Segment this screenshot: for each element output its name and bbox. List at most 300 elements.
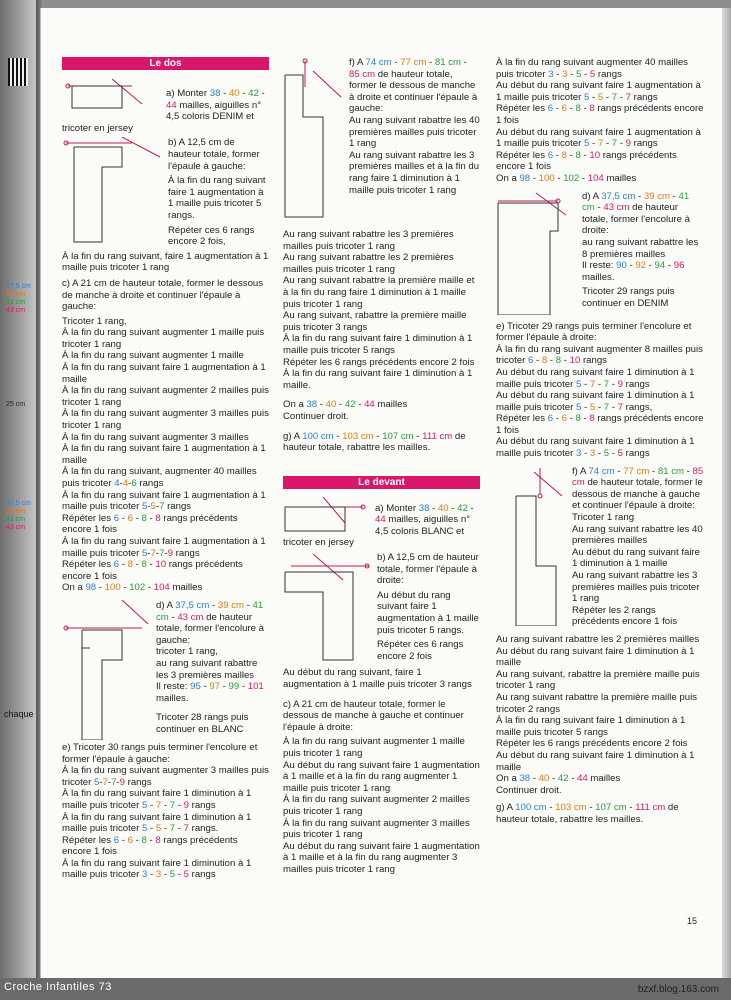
pattern-text: 94 [654,260,666,272]
pattern-text: 7 [159,547,165,559]
pattern-text: 10 [155,559,167,571]
pattern-text: 74 cm [365,57,392,68]
pattern-text: 3 [548,68,554,80]
pattern-text: Au début du rang suivant faire 1 augmentation à 1 maille et à la fin du rang augmenter 3 mailles puis tricoter 1 rang [283,840,480,875]
pattern-text: 8 [575,413,581,425]
pattern-text: À la fin du rang suivant faire 1 diminution à 1 maille puis tricoter 3 - 3 - 5 - 5 rangs [62,857,252,881]
pattern-text: À la fin du rang suivant faire 1 diminution à 1 maille puis tricoter [62,811,252,835]
pattern-text: Au début du rang suivant faire 1 augmentation à 1 maille puis tricoter 5 rangs. [377,589,479,636]
pattern-text: 7 [150,547,156,559]
section-header-le-dos: Le dos [62,57,269,70]
pattern-text: 81 cm [434,57,462,68]
pattern-text: e) Tricoter 29 rangs puis terminer l'encolure et former l'épaule à droite: [496,320,692,344]
pattern-text: On a 98 - 100 - 102 - 104 mailles [496,172,637,184]
pattern-text: 5 [597,91,604,103]
pattern-text: 5 [589,401,596,413]
pattern-text: Répéter les [496,103,548,115]
pattern-text: rangs précédents encore 1 fois [496,103,704,126]
pattern-text: 6 [127,512,133,524]
pattern-text: Au rang suivant rabattre les 3 premières mailles puis tricoter 1 rang [572,570,700,605]
pattern-text: Répéter ces 6 rangs encore 2 fois, [168,224,255,248]
diagram-b2 [283,552,371,662]
pattern-text: Tricoter 1 rang, [62,315,127,327]
pattern-text: 6 [113,834,120,846]
pattern-text: rangs [622,448,650,460]
pattern-text: Répéter les 2 rangs précédents encore 1 fois [572,604,678,628]
pattern-text: Répéter les [62,559,114,571]
pattern-text: On a 38 - 40 - 42 - 44 mailles [496,773,621,785]
pattern-text: 100 cm [515,802,547,814]
pattern-text: Au rang suivant rabattre les 3 premières mailles puis tricoter 1 rang [283,229,454,252]
pattern-text: Au début du rang suivant faire 1 augmentation à 1 maille puis tricoter [496,126,701,150]
pattern-text: Il reste: 95 - 97 - 99 - 101 mailles. [156,681,264,704]
pattern-text: au rang suivant rabattre les 3 premières mailles [156,657,258,681]
pattern-text: - [258,88,265,99]
pattern-text: 9 [625,138,631,150]
pattern-text: 100 [104,582,121,594]
pattern-text: mailles, aiguilles n° 4,5 coloris BLANC et tricoter en jersey [283,514,471,549]
pattern-text: c) A 21 cm de hauteur totale, former le dessous de manche à droite et continuer l'épaule à gauche: [62,277,264,313]
pattern-text: À la fin du rang suivant faire 1 diminution à 1 maille puis tricoter 5 rangs [496,715,686,738]
pattern-text: g) A 100 cm - 103 cm - 107 cm - 111 cm de hauteur totale, rabattre les mailles. [496,802,679,825]
pattern-text: 40 [325,399,337,411]
pattern-text: Au rang suivant rabattre les 3 premières mailles et à la fin du rang faire 1 diminution à 1 maille puis tricoter 1 rang [349,149,480,196]
pattern-text: 41 cm [156,599,264,623]
pattern-text: 44 [577,773,588,785]
pattern-text: À la fin du rang suivant augmenter 40 mailles puis tricoter [496,57,688,80]
pattern-text: 7 [597,138,604,150]
pattern-text: mailles [169,582,203,594]
pattern-text: 42 [457,502,468,514]
pattern-text: au rang suivant rabattre les 8 premières mailles [582,236,699,260]
pattern-text: rangs [188,799,216,811]
pattern-text: mailles [374,399,408,411]
pattern-text: On a 98 - 100 - 102 - 104 mailles [62,582,203,594]
pattern-text: 40 [228,88,240,99]
pattern-text: 9 [617,378,623,390]
pattern-text: 6 [113,559,120,571]
column-back [62,57,269,884]
pattern-text: Au début du rang suivant faire 1 diminution à 1 maille puis tricoter [496,390,695,413]
size-label: 37,5 cm [6,283,31,290]
pattern-text: À la fin du rang suivant faire 1 augmentation à 1 maille puis tricoter [62,489,266,513]
pattern-text: À la fin du rang suivant faire 1 augmentation à 1 maille [62,443,266,466]
pattern-text: 92 [635,260,646,272]
pattern-text: rangs précédents encore 1 fois [496,149,677,173]
pattern-text: 5 [576,68,582,80]
pattern-text: Au début du rang suivant, faire 1 augmentation à 1 maille puis tricoter 3 rangs [283,667,472,690]
pattern-text: 37,5 cm [601,190,636,202]
pattern-text: À la fin du rang suivant augmenter 3 mailles [62,431,249,443]
pattern-text: 44 [375,514,386,526]
pattern-text: 8 [575,103,581,115]
pattern-text: Au début du rang suivant faire 1 diminution à 1 maille puis tricoter [496,366,695,390]
pattern-text: À la fin du rang suivant augmenter 8 mailles puis tricoter [496,343,703,367]
pattern-text: 7 [617,401,623,413]
pattern-text: d) A 37,5 cm - 39 cm - 41 cm - 43 cm de hauteur totale, former l'encolure à gauche: [156,599,264,646]
pattern-text: 40 [538,773,550,785]
pattern-text: À la fin du rang suivant augmenter 1 maille [62,350,244,362]
pattern-text: 6 [127,834,133,846]
pattern-text: Répéter ces 6 rangs encore 2 fois [377,639,464,662]
pattern-text: 38 [209,88,221,99]
pattern-text: 99 [228,681,240,693]
pattern-text: 5 [155,823,162,835]
pattern-text: Répéter les [62,834,114,846]
pattern-text: 38 [306,399,318,411]
magazine-title: Croche Infantiles 73 [4,981,112,993]
pattern-text: 5 [150,501,156,513]
pattern-text: 7 [159,501,165,513]
size-label: 41 cm [6,299,26,306]
pattern-text: Il reste: [582,260,617,272]
pattern-text: rangs. [188,823,219,835]
pattern-text: 7 [625,91,631,103]
pattern-text: Au début du rang suivant faire 1 augmentation à 1 maille puis tricoter [496,80,701,103]
pattern-text: À la fin du rang suivant augmenter 3 mailles puis tricoter 1 rang [283,817,470,841]
pattern-text: 6 [113,512,120,524]
pattern-text: 96 [673,260,685,272]
pattern-text: mailles [603,172,637,184]
pattern-text: 5 [583,138,590,150]
pattern-text: À la fin du rang suivant faire 1 diminution à 1 maille. [283,368,473,391]
pattern-text: Répéter les 6 rangs précédents encore 2 fois [496,738,688,750]
pattern-text: On a [496,172,520,184]
pattern-text: 42 [248,88,259,99]
pattern-text: Au rang suivant, rabattre la première maille puis tricoter 3 rangs [283,310,467,333]
pattern-text: a) Monter 38 - 40 - 42 - 44 mailles, aiguilles n° 4,5 coloris BLANC et tricoter en jersey [283,502,474,549]
pattern-text: 5 [141,799,148,811]
pattern-text: On a 38 - 40 - 42 - 44 mailles [283,399,408,411]
sidebar-sizes-top [6,283,31,315]
diagram-f2 [496,466,566,626]
pattern-text: de hauteur totale, former l'encolure à droite: [582,202,690,237]
pattern-text: rangs précédents encore 1 fois [62,512,238,536]
pattern-text: Au rang suivant rabattre les 2 premières mailles puis tricoter 1 rang [283,252,454,275]
size-label: 43 cm [6,307,26,314]
pattern-text: rangs précédents encore 1 fois [496,413,704,436]
pattern-text: À la fin du rang suivant faire 1 diminution à 1 maille puis tricoter 5 rangs [283,333,473,356]
pattern-text: À la fin du rang suivant augmenter 3 mailles puis tricoter 1 rang [62,408,269,432]
pattern-text: Répéter les 6 - 6 - 8 - 8 rangs précédents encore 1 fois [62,512,238,536]
page-number: 15 [687,916,698,926]
pattern-text: mailles, aiguilles n° 4,5 coloris DENIM et tricoter en jersey [62,99,262,134]
pattern-text: rangs [622,378,650,390]
pattern-text: rangs précédents encore 1 fois [62,834,238,858]
pattern-text: rangs [630,138,658,150]
pattern-text: 85 cm [572,465,704,489]
pattern-text: 5 [575,401,582,413]
pattern-text: 10 [589,149,601,161]
pattern-text: Au début du rang suivant faire 1 diminution à 1 maille [496,645,695,669]
sidebar-mid-label: 25 cm [6,401,26,408]
pattern-text: b) A 12,5 cm de hauteur totale, former l'épaule à gauche: [168,137,260,172]
pattern-text: 43 cm [177,611,204,623]
pattern-text: 103 cm [342,430,374,442]
pattern-text: 97 [209,681,220,693]
pattern-text: On a [496,773,520,785]
pattern-text: Au début du rang suivant faire 1 diminution à 1 maille [572,546,701,570]
pattern-text: Tricoter 1 rang [572,512,635,524]
pattern-text: 5 [94,776,100,788]
pattern-text: 7 [589,378,596,390]
pattern-text: 7 [611,138,618,150]
pattern-text: Répéter les 6 - 8 - 8 - 10 rangs précédents encore 1 fois [62,559,243,582]
pattern-text: 10 [569,355,581,367]
pattern-text: 6 [528,355,534,367]
pattern-text: 103 cm [555,802,587,814]
pattern-text: À la fin du rang suivant, augmenter 40 mailles puis tricoter 4-4-6 rangs [62,466,257,489]
pattern-text: 81 cm [657,465,685,477]
pattern-text: 6 [561,103,567,115]
pattern-text: À la fin du rang suivant faire 1 diminution à 1 maille puis tricoter [62,788,252,811]
pattern-text: Répéter les 6 rangs précédents encore 2 fois [283,356,475,368]
pattern-text: 7 [603,401,610,413]
column-middle [283,57,480,876]
pattern-text: 98 [85,582,97,594]
diagram-d [62,600,150,740]
pattern-text: g) A [283,430,303,442]
pattern-text: 6 [547,103,554,115]
pattern-text: Il reste: 90 - 92 - 94 - 96 mailles. [582,260,685,283]
pattern-text: de hauteur totale, rabattre les mailles. [496,802,679,825]
column-right [496,57,704,828]
pattern-text: - [220,88,229,99]
pattern-text: Au rang suivant rabattre la première maille puis tricoter 2 rangs [496,691,698,715]
pattern-text: 44 [364,399,375,411]
pattern-text: f) A [349,57,366,68]
pattern-text: 111 cm [422,430,453,442]
pattern-text: rangs [580,355,607,367]
pattern-text: Tricoter 28 rangs puis continuer en BLANC [156,712,249,735]
pattern-text: 102 [129,582,146,594]
diagram-b [62,137,162,245]
pattern-text: 37,5 cm [175,599,210,611]
pattern-text: 98 [519,172,531,184]
pattern-text: 85 cm [349,68,376,80]
pattern-text: On a [283,399,307,411]
pattern-text: 8 [561,149,567,161]
pattern-text: À la fin du rang suivant augmenter 1 maille puis tricoter 1 rang [283,736,465,759]
pattern-text: 111 cm [635,802,666,814]
pattern-text: Continuer droit. [283,410,349,422]
pattern-text: d) A [582,190,602,202]
pattern-text: À la fin du rang suivant faire 1 augmentation à 1 maille puis tricoter 5 rangs. [168,175,266,221]
pattern-text: 7 [611,91,618,103]
pattern-text: rangs [595,68,622,80]
pattern-text: Au rang suivant rabattre les 40 premières mailles [572,523,703,547]
pattern-text: 5 [183,869,189,881]
pattern-text: On a [62,582,86,594]
pattern-text: Répéter les [62,512,114,524]
pattern-text: de hauteur totale, former le dessous de manche à gauche et continuer l'épaule à droite: [572,477,703,512]
pattern-text: 5 [583,91,590,103]
pattern-text: 7 [603,378,610,390]
pattern-text: Continuer droit. [496,784,562,796]
pattern-text: Au début du rang suivant faire 1 diminution à 1 maille [496,749,695,773]
pattern-text: Au début du rang suivant faire 1 diminution à 1 maille puis tricoter [496,436,695,460]
section-header-le-devant: Le devant [283,476,480,489]
pattern-text: a) Monter [375,502,419,514]
pattern-text: 7 [111,776,117,788]
pattern-text: 9 [167,547,173,559]
pattern-text: 6 [131,478,137,489]
pattern-text: 90 [616,260,627,272]
pattern-text: 3 [562,68,568,80]
pattern-text: b) A 12,5 cm de hauteur totale, former l'épaule à droite: [377,552,479,587]
size-label: 43 cm [6,524,26,531]
pattern-text: 42 [557,773,569,785]
pattern-text: Au début du rang suivant faire 1 augmentation à 1 maille puis tricoter 5 - 5 - 7 - 7 rangs [496,80,701,103]
pattern-text: 77 cm [623,465,650,477]
pattern-text: À la fin du rang suivant faire 1 diminution à 1 maille puis tricoter 5 - 7 - 7 - 9 rangs [62,788,252,811]
pattern-text: Répéter les [496,149,548,161]
pattern-text: 5 [575,378,582,390]
pattern-text: f) A 74 cm - 77 cm - 81 cm - 85 cm de hauteur totale, former le dessous de manche à gauche et continuer l'épaule à droite: [572,465,704,512]
pattern-text: 95 [190,681,201,693]
sidebar-chaque: chaque [4,709,34,719]
pattern-text: de hauteur totale, former le dessous de manche à droite et continuer l'épaule à gauche: [349,68,478,115]
pattern-text: À la fin du rang suivant, augmenter 40 mailles puis tricoter [62,466,257,489]
pattern-text: À la fin du rang suivant faire 1 augmentation à 1 maille [62,362,266,385]
pattern-text: 39 cm [217,599,245,611]
size-label: 39 cm [6,508,26,515]
pattern-text: 44 [166,99,177,111]
pattern-text: tricoter 1 rang, [156,646,218,658]
pattern-text: a) Monter [166,88,210,99]
pattern-text: À la fin du rang suivant, faire 1 augmentation à 1 maille puis tricoter 1 rang [62,250,269,274]
pattern-text: 74 cm [588,465,615,477]
pattern-text: À la fin du rang suivant faire 1 augmentation à 1 maille puis tricoter [62,535,266,559]
diagram-f [283,57,343,223]
pattern-text: 5 [141,501,148,513]
pattern-text: mailles. [156,692,189,704]
pattern-text: À la fin du rang suivant augmenter 1 maille puis tricoter 1 rang [62,327,265,350]
watermark-url: bzxf.blog.163.com [637,984,719,995]
pattern-text: g) A [496,802,516,814]
pattern-text: Répéter les 6 - 6 - 8 - 8 rangs précédents encore 1 fois [496,413,704,436]
pattern-text: Au rang suivant rabattre les 2 premières mailles [496,633,700,645]
pattern-text: 8 [589,103,595,115]
pattern-text: À la fin du rang suivant faire 1 diminution à 1 maille puis tricoter 5 - 5 - 7 - 7 rangs. [62,811,252,835]
pattern-text: mailles [587,773,621,785]
diagram-a2 [283,493,369,535]
pattern-text: Répéter les 6 - 6 - 8 - 8 rangs précédents encore 1 fois [62,834,238,858]
pattern-text: Tricoter 29 rangs puis continuer en DENIM [582,286,675,309]
pattern-text: 5 [603,448,610,460]
pattern-text: À la fin du rang suivant augmenter 2 mailles puis tricoter 1 rang [283,794,470,817]
pattern-text: 41 cm [582,190,690,214]
pattern-text: 8 [555,355,562,367]
pattern-text: rangs [164,501,192,513]
pattern-text: 6 [547,413,554,425]
pattern-text: 7 [183,823,189,835]
pattern-text: Au rang suivant rabattre la première maille et à la fin du rang faire 1 diminution à 1 maille puis tricoter 1 rang [283,275,475,310]
right-page-edge [722,8,731,984]
pattern-text: 5 [141,823,148,835]
barcode [8,58,28,86]
pattern-text: 38 [519,773,531,785]
pattern-text: 5 [169,869,176,881]
pattern-text: de hauteur totale, former l'encolure à gauche: [156,611,264,646]
pattern-text: rangs [136,478,164,489]
pattern-text: 4 [122,478,129,489]
pattern-text: 102 [563,172,580,184]
pattern-text: rangs [188,869,216,881]
pattern-text: 3 [575,448,582,460]
size-label: 39 cm [6,291,26,298]
pattern-text: 9 [119,776,125,788]
pattern-text: rangs, [622,401,653,413]
pattern-text: Au rang suivant, rabattre la première maille puis tricoter 1 rang [496,668,700,692]
pattern-text: 9 [183,799,189,811]
pattern-text: mailles. [582,271,615,283]
pattern-text: 8 [541,355,548,367]
pattern-text: 107 cm [382,430,414,442]
pattern-text: 6 [547,149,554,161]
pattern-text: 104 [587,172,604,184]
pattern-text: À la fin du rang suivant augmenter 3 mailles puis tricoter 5-7-7-9 rangs [62,765,269,788]
pattern-text: 3 [589,448,596,460]
pattern-text: À la fin du rang suivant augmenter 40 mailles puis tricoter 3 - 3 - 5 - 5 rangs [496,57,688,80]
pattern-text: 7 [169,823,176,835]
pattern-text: À la fin du rang suivant faire 1 augmentation à 1 maille puis tricoter 5-5-7 rangs [62,489,266,513]
pattern-text: À la fin du rang suivant faire 1 augmentation à 1 maille puis tricoter 5-7-7-9 rangs [62,535,266,559]
sidebar-sizes-bottom [6,500,31,532]
pattern-text: 8 [155,834,161,846]
pattern-text: 8 [141,512,147,524]
pattern-text: rangs [124,776,152,788]
size-label: 41 cm [6,516,26,523]
pattern-text: 40 [437,502,449,514]
pattern-text: Au début du rang suivant faire 1 diminution à 1 maille puis tricoter 5 - 5 - 7 - 7 rangs, [496,390,695,413]
pattern-text: À la fin du rang suivant augmenter 8 mailles puis tricoter 6 - 8 - 8 - 10 rangs [496,343,703,367]
pattern-text: Au début du rang suivant faire 1 diminution à 1 maille puis tricoter 5 - 7 - 7 - 9 rangs [496,366,695,390]
pattern-text: À la fin du rang suivant faire 1 diminution à 1 maille puis tricoter [62,857,252,881]
pattern-text: 8 [127,559,133,571]
pattern-text: Il reste: [156,681,191,693]
pattern-text: Au début du rang suivant faire 1 augmentation à 1 maille puis tricoter 5 - 7 - 7 - 9 rangs [496,126,701,150]
pattern-text: c) A 21 cm de hauteur totale, former le dessous de manche à gauche et continuer l'épaule à droite: [283,698,464,733]
diagram-d2 [496,191,576,315]
pattern-text: Répéter les 6 - 8 - 8 - 10 rangs précédents encore 1 fois [496,149,677,173]
size-label: 37,5 cm [6,500,31,507]
pattern-text: 5 [141,547,148,559]
pattern-text: d) A 37,5 cm - 39 cm - 41 cm - 43 cm de hauteur totale, former l'encolure à droite: [582,190,690,237]
pattern-text: 8 [141,834,147,846]
pattern-text: d) A [156,599,176,611]
pattern-text: 43 cm [603,202,630,214]
pattern-text: 5 [589,68,596,80]
pattern-text: 38 [418,502,430,514]
pattern-text: À la fin du rang suivant augmenter 3 mailles puis tricoter [62,765,269,788]
pattern-text: rangs précédents encore 1 fois [62,559,243,582]
pattern-text: f) A [572,465,589,477]
pattern-text: g) A 100 cm - 103 cm - 107 cm - 111 cm de hauteur totale, rabattre les mailles. [283,430,466,454]
pattern-text: 6 [561,413,567,425]
pattern-text: 100 [538,172,555,184]
pattern-text: 8 [575,149,581,161]
pattern-text: 8 [589,413,595,425]
pattern-text: - [239,88,249,99]
diagram-a [62,74,160,112]
pattern-text: Au début du rang suivant faire 1 augmentation à 1 maille et à la fin du rang augmenter 1 maille puis tricoter 1 rang [283,759,480,794]
pattern-text: 7 [102,776,108,788]
pattern-text: 8 [141,559,147,571]
pattern-text: 101 [247,681,264,693]
pattern-text: 77 cm [400,57,427,68]
pattern-text: Au rang suivant rabattre les 40 premières mailles puis tricoter 1 rang [349,114,480,150]
